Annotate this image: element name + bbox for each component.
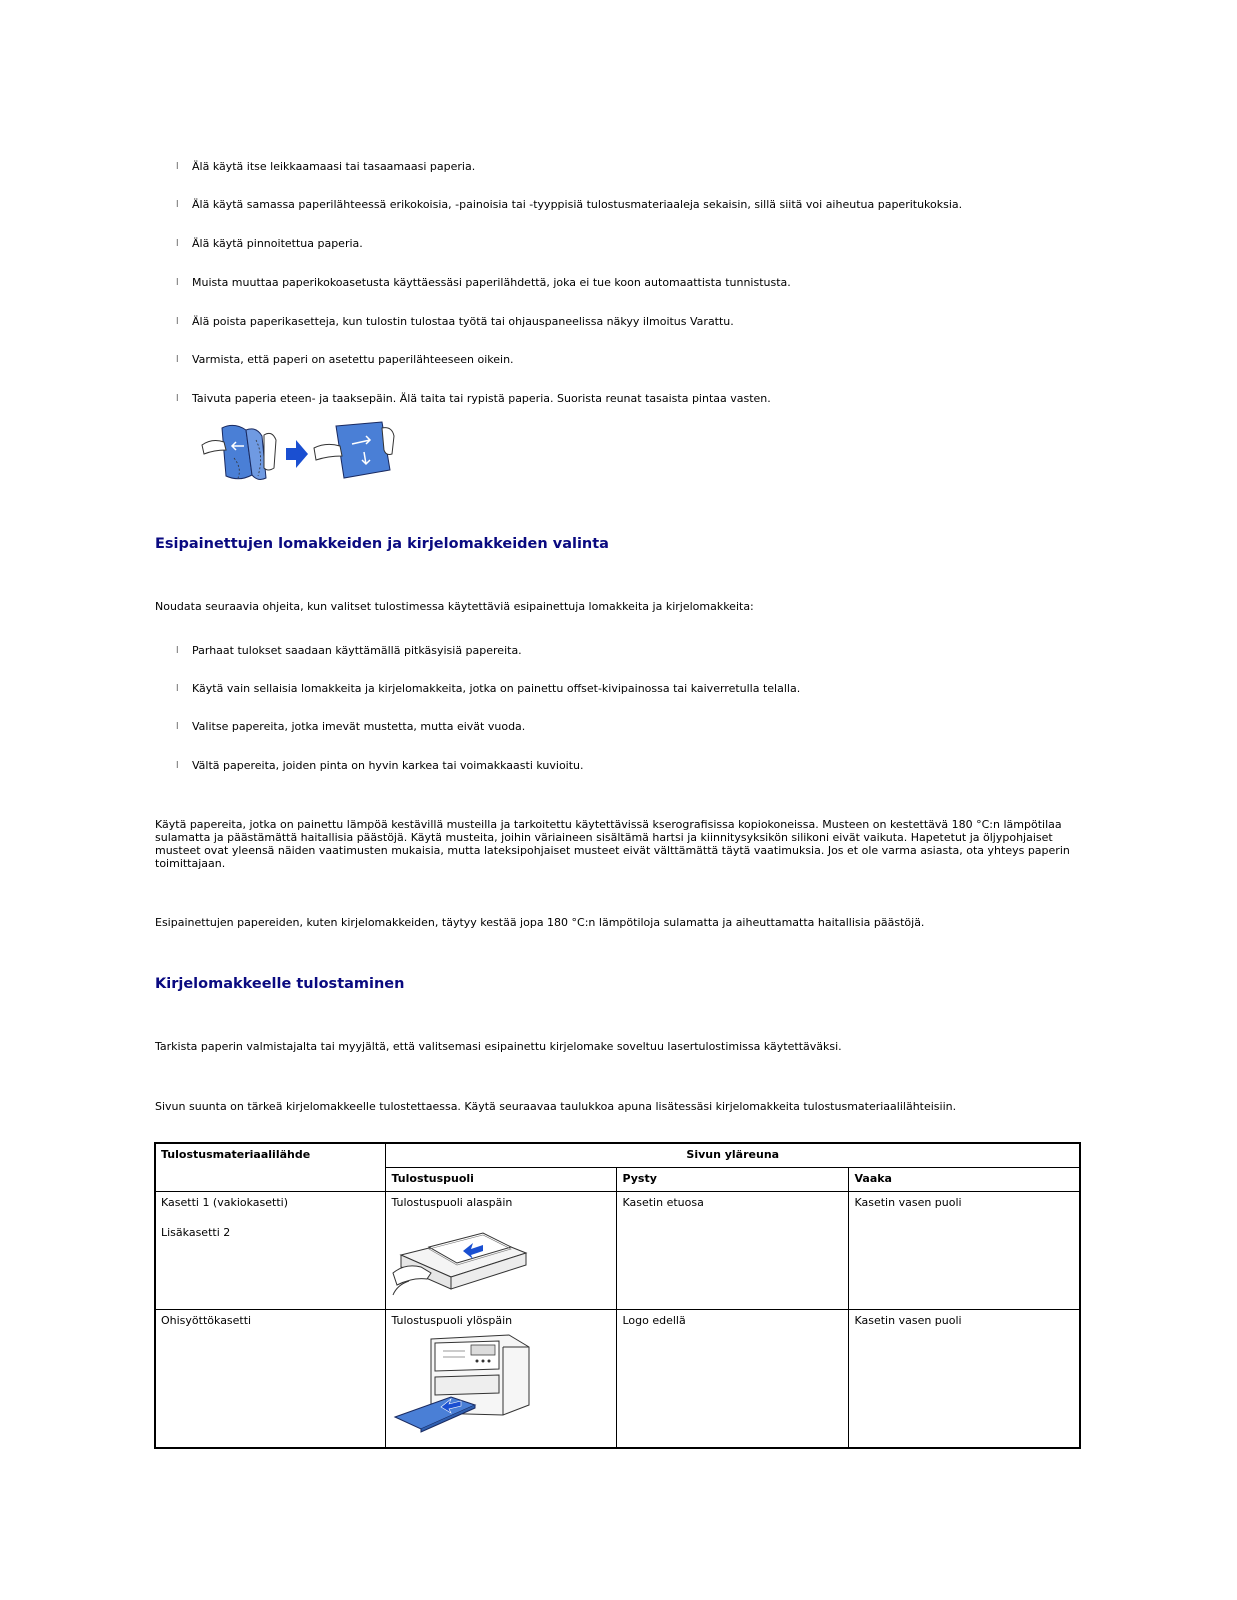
column-header-portrait: Pysty xyxy=(617,1168,849,1192)
section-heading-preprinted: Esipainettujen lomakkeiden ja kirjelomakkeiden valinta xyxy=(155,536,609,552)
arrow-right-icon xyxy=(286,440,308,468)
section2-paragraph-2: Sivun suunta on tärkeä kirjelomakkeelle tulostettaessa. Käytä seuraavaa taulukkoa apuna lisätessäsi kirjelomakkeita tulostusmateriaalilähteisiin. xyxy=(155,1100,957,1113)
table-cell-source: Ohisyöttökasetti xyxy=(155,1310,386,1448)
list-item: l Älä käytä pinnoitettua paperia. xyxy=(176,237,363,250)
list-item: l Älä poista paperikasetteja, kun tulostin tulostaa työtä tai ohjauspaneelissa näkyy ilmoitus Varattu. xyxy=(176,315,734,328)
table-cell-source: Kasetti 1 (vakiokasetti) Lisäkasetti 2 xyxy=(155,1192,386,1310)
column-header-print-side: Tulostuspuoli xyxy=(386,1168,617,1192)
bullet-marker: l xyxy=(176,162,179,172)
bullet-marker: l xyxy=(176,394,179,404)
manual-feeder-illustration xyxy=(391,1333,531,1433)
bullet-marker: l xyxy=(176,317,179,327)
table-cell-print-side: Tulostuspuoli alaspäin xyxy=(386,1192,617,1310)
list-item: l Käytä vain sellaisia lomakkeita ja kirjelomakkeita, jotka on painettu offset-kivipainossa tai kaiverretulla telalla. xyxy=(176,682,801,695)
straight-paper-stack xyxy=(314,422,394,478)
list-item: l Parhaat tulokset saadaan käyttämällä pitkäsyisiä papereita. xyxy=(176,644,522,657)
table-header-row xyxy=(155,1143,1080,1168)
table-row xyxy=(155,1192,1080,1310)
column-header-landscape: Vaaka xyxy=(849,1168,1080,1192)
section2-paragraph-1: Tarkista paperin valmistajalta tai myyjältä, että valitsemasi esipainettu kirjelomake soveltuu lasertulostimissa käytettäväksi. xyxy=(155,1040,842,1053)
section1-ink-paragraph: Käytä papereita, jotka on painettu lämpöä kestävillä musteilla ja tarkoitettu käytettävissä kserografisissa kopiokoneissa. Musteen on kestettävä 180 °C:n lämpötilaa sulamatta ja päästämättä haitallisia päästöjä. Käytä musteita, joihin väriaineen sisältämä hartsi ja kiinnitysyksikön silikoni eivät vaikuta. Hapetetut ja öljypohjaiset musteet ovat yleensä näiden vaatimusten mukaisia, mutta lateksipohjaiset musteet eivät välttämättä täytä vaatimuksia. Jos et ole varma asiasta, ota yhteys paperin toimittajaan. xyxy=(155,818,1070,870)
list-item: l Älä käytä itse leikkaamaasi tai tasaamaasi paperia. xyxy=(176,160,476,173)
bullet-marker: l xyxy=(176,200,179,210)
bullet-marker: l xyxy=(176,722,179,732)
table-cell-landscape: Kasetin vasen puoli xyxy=(849,1310,1080,1448)
bullet-marker: l xyxy=(176,278,179,288)
table-cell-print-side: Tulostuspuoli ylöspäin xyxy=(386,1310,617,1448)
paper-flex-illustration xyxy=(194,420,404,492)
bent-paper-stack xyxy=(202,425,276,479)
section1-intro: Noudata seuraavia ohjeita, kun valitset tulostimessa käytettäviä esipainettuja lomakkeita ja kirjelomakkeita: xyxy=(155,600,754,613)
table-cell-portrait: Kasetin etuosa xyxy=(617,1192,849,1310)
list-item: l Varmista, että paperi on asetettu paperilähteeseen oikein. xyxy=(176,353,514,366)
bullet-marker: l xyxy=(176,355,179,365)
letterhead-orientation-table xyxy=(154,1142,1081,1449)
section-heading-letterhead: Kirjelomakkeelle tulostaminen xyxy=(155,976,405,992)
bullet-marker: l xyxy=(176,684,179,694)
table-cell-portrait: Logo edellä xyxy=(617,1310,849,1448)
bullet-marker: l xyxy=(176,761,179,771)
tray-loading-illustration xyxy=(391,1215,531,1301)
list-item: l Taivuta paperia eteen- ja taaksepäin. Älä taita tai rypistä paperia. Suorista reunat tasaista pintaa vasten. xyxy=(176,392,771,405)
list-item: l Muista muuttaa paperikokoasetusta käyttäessäsi paperilähdettä, joka ei tue koon automaattista tunnistusta. xyxy=(176,276,791,289)
bullet-marker: l xyxy=(176,646,179,656)
list-item: l Älä käytä samassa paperilähteessä erikokoisia, -painoisia tai -tyyppisiä tulostusmateriaaleja sekaisin, sillä siitä voi aiheutua paperitukoksia. xyxy=(176,198,963,211)
list-item: l Valitse papereita, jotka imevät mustetta, mutta eivät vuoda. xyxy=(176,720,526,733)
column-header-top-edge: Sivun yläreuna xyxy=(386,1143,1080,1168)
bullet-marker: l xyxy=(176,239,179,249)
section1-temperature-paragraph: Esipainettujen papereiden, kuten kirjelomakkeiden, täytyy kestää jopa 180 °C:n lämpötiloja sulamatta ja aiheuttamatta haitallisia päästöjä. xyxy=(155,916,925,929)
table-cell-landscape: Kasetin vasen puoli xyxy=(849,1192,1080,1310)
table-row xyxy=(155,1310,1080,1448)
column-header-source: Tulostusmateriaalilähde xyxy=(155,1143,386,1192)
list-item: l Vältä papereita, joiden pinta on hyvin karkea tai voimakkaasti kuvioitu. xyxy=(176,759,584,772)
